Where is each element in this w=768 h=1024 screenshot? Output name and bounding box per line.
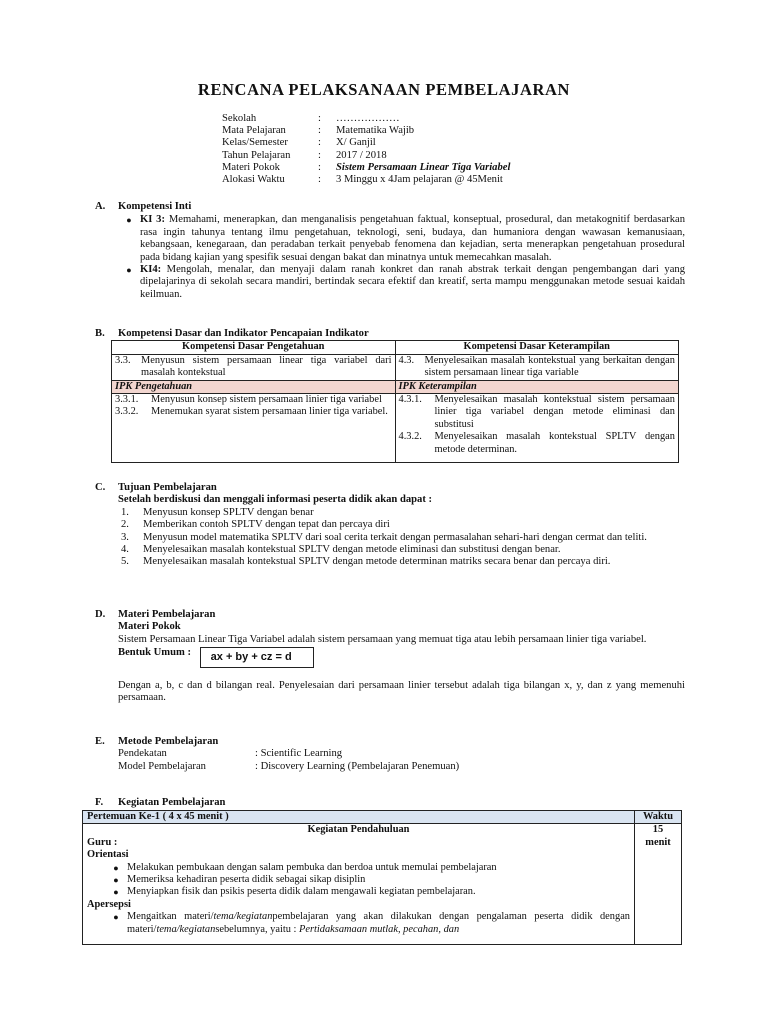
list-item [87,886,630,898]
info-row-sekolah [222,113,510,125]
section-heading [95,797,685,809]
section-letter: F. [95,797,104,808]
info-value: 2017 / 2018 [336,149,387,161]
apersepsi-label: Apersepsi [87,898,131,910]
metode-label: Model Pembelajaran [118,760,206,772]
ki-text: Mengolah, menalar, dan menyaji dalam ranah konkret dan ranah abstrak terkait dengan pengembangan dari yang dipelajarinya di sekolah secara mandiri, bertindak secara efektif dan kreatif, serta mampu menggunakan metode sesuai kaidah keilmuan. [140,264,685,300]
formula-box: ax + by + cz = d [200,647,314,667]
section-tujuan [95,482,685,569]
info-label: Kelas/Semester [222,137,288,149]
bullet-icon: ● [126,215,132,226]
table-cell [112,354,396,380]
meeting-header: Pertemuan Ke-1 ( 4 x 45 menit ) [83,811,635,824]
kd-text: Menyusun sistem persamaan linear tiga variabel dari masalah kontekstual [141,354,392,379]
ipk-number: 3.3.2. [115,406,139,418]
metode-row [118,748,685,760]
kd-number: 3.3. [115,354,131,366]
info-colon: : [318,113,321,124]
section-kompetensi-inti [95,201,685,301]
section-title: Metode Pembelajaran [118,736,219,747]
apersepsi-italic: tema/kegiatan [213,911,273,923]
item-text: Menyusun konsep SPLTV dengan benar [143,506,314,518]
info-row-tahun [222,150,510,162]
materi-paragraph: Dengan a, b, c dan d bilangan real. Penyelesaian dari persamaan linier tersebut adalah tiga bilangan x, y, dan z yang memenuhi persamaan. [118,679,685,704]
ipk-text: Menyelesaikan masalah kontekstual sistem persamaan linier tiga variabel dengan metode eliminasi dan substitusi [434,394,675,430]
orientasi-label: Orientasi [87,849,129,861]
section-title: Kompetensi Dasar dan Indikator Pencapaian Indikator [118,328,369,339]
column-header: Kompetensi Dasar Keterampilan [395,341,679,354]
item-number: 4. [121,544,129,556]
list-item [118,214,685,264]
ipk-number: 4.3.2. [398,431,422,443]
info-row-materi [222,162,510,174]
item-text: Menyelesaikan masalah kontekstual SPLTV dengan metode eliminasi dan substitusi dengan benar. [143,544,561,556]
info-label: Sekolah [222,113,257,124]
bullet-icon: ● [113,862,119,873]
list-item [118,556,685,568]
section-letter: D. [95,609,106,620]
materi-paragraph: Sistem Persamaan Linear Tiga Variabel adalah sistem persamaan yang memuat tiga atau lebih persamaan linier tiga variabel. [118,633,647,645]
section-title: Tujuan Pembelajaran [118,482,217,493]
metode-row [118,761,685,773]
tujuan-intro: Setelah berdiskusi dan menggali informasi peserta didik akan dapat : [118,494,433,506]
info-row-kelas [222,137,510,149]
info-value: X/ Ganjil [336,137,376,149]
info-row-mapel [222,125,510,137]
bentuk-umum-label: Bentuk Umum : [118,647,191,659]
list-item [118,544,685,556]
item-text: Memeriksa kehadiran peserta didik sebagai sikap disiplin [127,874,366,886]
waktu-value: 15 menit [635,824,682,945]
item-text: Memberikan contoh SPLTV dengan tepat dan percaya diri [143,519,390,531]
section-title: Materi Pembelajaran [118,609,216,620]
ipk-text: Menyusun konsep sistem persamaan linier tiga variabel [151,394,382,406]
kd-table [111,340,679,463]
kegiatan-table [82,810,682,945]
bullet-icon: ● [113,875,119,886]
materi-subheading: Materi Pokok [118,621,181,633]
item-text: Menyiapkan fisik dan psikis peserta didik dalam mengawali kegiatan pembelajaran. [127,886,476,898]
section-title: Kegiatan Pembelajaran [118,797,226,808]
apersepsi-text: pembelajaran yang akan dilakukan dengan pengalaman peserta didik dengan materi/ [127,911,630,935]
metode-value: : Scientific Learning [255,748,343,760]
info-value: 3 Minggu x 4Jam pelajaran @ 45Menit [336,173,503,185]
item-text: Melakukan pembukaan dengan salam pembuka dan berdoa untuk memulai pembelajaran [127,861,497,873]
bullet-icon: ● [113,912,119,923]
metode-label: Pendekatan [118,748,167,760]
bullet-icon: ● [113,887,119,898]
list-item [118,264,685,301]
list-item [87,862,630,874]
metode-value: : Discovery Learning (Pembelajaran Penemuan) [255,760,460,772]
table-cell [83,824,635,945]
ipk-number: 4.3.1. [398,394,422,406]
list-item [118,519,685,531]
ipk-header: IPK Keterampilan [395,380,679,393]
column-header: Kompetensi Dasar Pengetahuan [112,341,396,354]
section-letter: A. [95,201,106,212]
section-letter: B. [95,328,105,339]
table-cell [395,394,679,463]
info-value: Matematika Wajib [336,125,415,137]
section-title: Kompetensi Inti [118,201,192,212]
apersepsi-italic: Pertidaksamaan mutlak, pecahan, dan [299,923,460,935]
section-materi [95,609,685,704]
info-colon: : [318,137,321,149]
apersepsi-text: sebelumnya, yaitu : [215,923,299,935]
section-kompetensi-dasar [95,328,685,463]
kegiatan-pendahuluan-title: Kegiatan Pendahuluan [307,824,410,836]
ipk-number: 3.3.1. [115,394,139,406]
info-colon: : [318,161,321,173]
info-value: ……………… [336,113,400,124]
ipk-text: Menyelesaikan masalah kontekstual SPLTV dengan metode determinan. [434,431,675,455]
table-cell [112,394,396,463]
item-number: 1. [121,506,129,518]
info-label: Tahun Pelajaran [222,149,291,161]
section-heading [95,482,685,494]
section-letter: E. [95,736,105,747]
section-heading [95,609,685,621]
kd-text: Menyelesaikan masalah kontekstual yang berkaitan dengan sistem persamaan linear tiga variable [424,354,675,379]
bullet-icon: ● [126,265,132,276]
ki-text: Memahami, menerapkan, dan menganalisis pengetahuan faktual, konseptual, prosedural, dan metakognitif berdasarkan rasa ingin tahunya tentang ilmu pengetahuan, teknologi, seni, budaya, dan humaniora dengan wawasan kemanusiaan, kebangsaan, kenegaraan, dan peradaban terkait penyebab fenomena dan kejadian, serta menerapkan pengetahuan prosedural pada bidang kajian yang spesifik sesuai dengan bakat dan minatnya untuk memecahkan masalah. [140,214,685,263]
section-heading [95,328,685,340]
kd-number: 4.3. [398,354,415,366]
section-heading [95,201,685,213]
info-row-alokasi [222,174,510,186]
info-label: Materi Pokok [222,161,280,173]
list-item [87,874,630,886]
info-colon: : [318,149,321,161]
table-cell [395,354,679,380]
list-item [87,911,630,936]
identity-block [222,113,510,186]
item-number: 2. [121,519,129,531]
ki-label: KI4: [140,264,162,276]
info-colon: : [318,125,321,137]
info-value: Sistem Persamaan Linear Tiga Variabel [336,161,511,173]
info-label: Mata Pelajaran [222,125,286,137]
list-item [118,532,685,544]
section-letter: C. [95,482,106,493]
item-number: 3. [121,531,129,543]
info-colon: : [318,173,321,185]
document-title: RENCANA PELAKSANAAN PEMBELAJARAN [197,80,571,99]
list-item [118,507,685,519]
apersepsi-italic: tema/kegiatan [156,923,216,935]
apersepsi-text: Mengaitkan materi/ [127,911,214,923]
section-heading [95,736,685,748]
waktu-header: Waktu [635,811,682,824]
ipk-text: Menemukan syarat sistem persamaan linier tiga variabel. [151,406,388,418]
section-metode [95,736,685,773]
ipk-header: IPK Pengetahuan [112,380,396,393]
guru-label: Guru : [87,836,118,848]
section-kegiatan [95,797,685,809]
item-text: Menyusun model matematika SPLTV dari soal cerita terkait dengan permasalahan sehari-hari dengan cermat dan teliti. [143,531,647,543]
info-label: Alokasi Waktu [222,173,285,185]
ki-label: KI 3: [140,214,166,226]
item-text: Menyelesaikan masalah kontekstual SPLTV dengan metode determinan matriks secara benar dan percaya diri. [143,556,611,568]
item-number: 5. [121,556,129,568]
